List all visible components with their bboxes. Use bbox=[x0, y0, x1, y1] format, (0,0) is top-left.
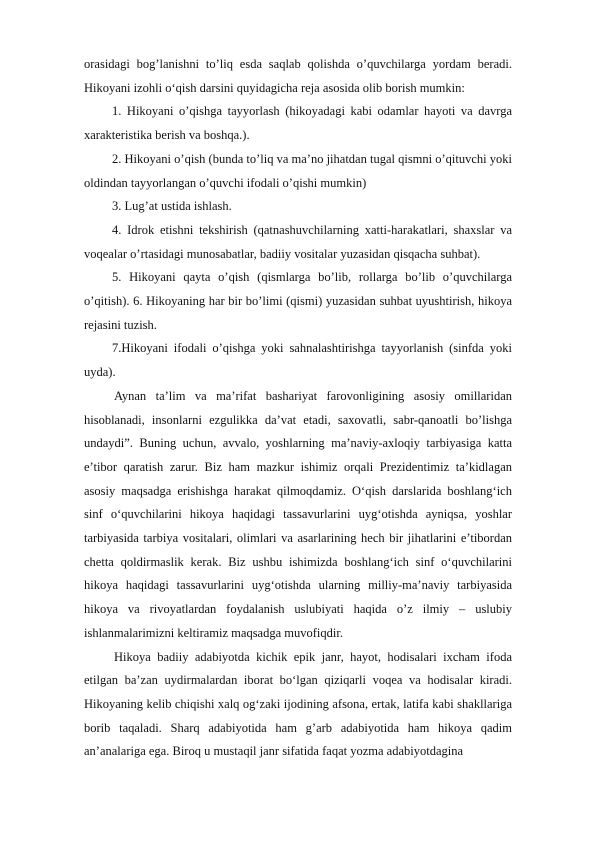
list-item-5-6: 5. Hikoyani qayta o’qish (qismlarga bo’lib, rollarga bo’lib o’quvchilarga o’qitish). 6. Hikoyaning har bir bo’limi (qismi) yuzasidan suhbat uyushtirish, hikoya rejasini tuzish. bbox=[84, 270, 512, 332]
paragraph-intro: orasidagi bog’lanishni to’liq esda saqlab qolishda o’quvchilarga yordam beradi. Hikoyani izohli o‘qish darsini quyidagicha reja asosida olib borish mumkin: bbox=[84, 57, 512, 95]
paragraph-story-genre: Hikoya badiiy adabiyotda kichik epik janr, hayot, hodisalari ixcham ifoda etilgan ba’zan uydirmalardan iborat bo‘lgan qiziqarli voqea va hodisalar kiradi. Hikoyaning kelib chiqishi xalq og‘zaki ijodining afsona, ertak, latifa kabi shakllariga borib taqaladi. Sharq adabiyotida ham g’arb adabiyotida ham hikoya qadim an’analariga ega. Biroq u mustaqil janr sifatida faqat yozma adabiyotdagina bbox=[84, 649, 512, 759]
list-item-7: 7.Hikoyani ifodali o’qishga yoki sahnalashtirishga tayyorlanish (sinfda yoki uyda). bbox=[84, 341, 512, 380]
list-item-3: 3. Lug’at ustida ishlash. bbox=[112, 199, 232, 214]
document-body bbox=[84, 53, 512, 764]
list-item-4: 4. Idrok etishni tekshirish (qatnashuvchilarning xatti-harakatlari, shaxslar va voqealar o’rtasidagi munosabatlar, badiiy vositalar yuzasidan qisqacha suhbat). bbox=[84, 222, 512, 261]
paragraph-education: Aynan ta’lim va ma’rifat bashariyat farovonligining asosiy omillaridan hisoblanadi, insonlarni ezgulikka da’vat etadi, saxovatli, sabr-qanoatli bo’lishga undaydi”. Buning uchun, avvalo, yoshlarning ma’naviy-axloqiy tarbiyasiga katta e’tibor qaratish zarur. Biz ham mazkur ishimiz orqali Prezidentimiz ta’kidlagan asosiy maqsadga erishishga harakat qilmoqdamiz. O‘qish darslarida boshlang‘ich sinf o‘quvchilarini hikoya haqidagi tassavurlarini uyg‘otishda ayniqsa, yoshlar tarbiyasida tarbiya vositalari, olimlari va asarlarining hech bir jihatlarini e’tibordan chetta qoldirmaslik kerak. Biz ushbu ishimizda boshlang‘ich sinf o‘quvchilarini hikoya haqidagi tassavurlarini uyg‘otishda ularning milliy-ma’naviy tarbiyasida hikoya va rivoyatlardan foydalanish uslubiyati haqida o’z ilmiy – uslubiy ishlanmalarimizni keltiramiz maqsadga muvofiqdir. bbox=[84, 388, 512, 640]
list-item-2: 2. Hikoyani o’qish (bunda to’liq va ma’no jihatdan tugal qismni o’qituvchi yoki oldindan tayyorlangan o’quvchi ifodali o’qishi mumkin) bbox=[84, 151, 512, 190]
list-item-1: 1. Hikoyani o’qishga tayyorlash (hikoyadagi kabi odamlar hayoti va davrga xarakteristika berish va boshqa.). bbox=[84, 104, 512, 143]
